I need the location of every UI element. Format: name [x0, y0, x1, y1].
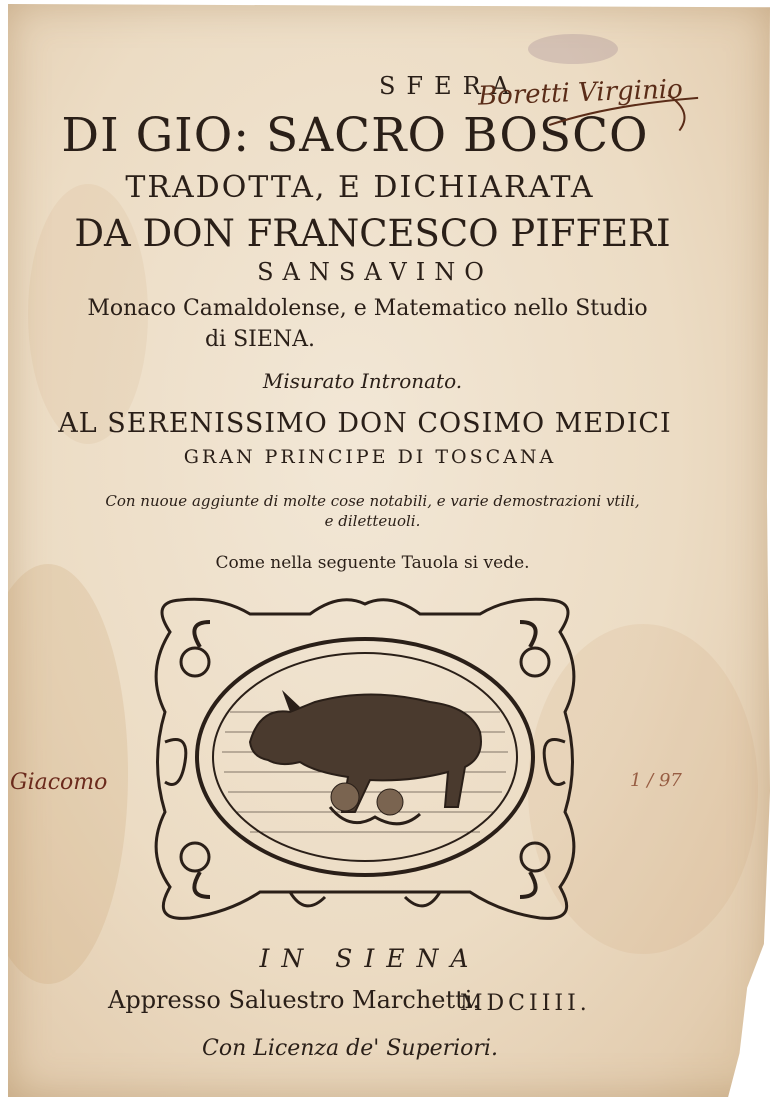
- title-misurato: Misurato Intronato.: [262, 369, 463, 393]
- ink-smudge: [528, 34, 618, 64]
- woodcut-printer-device: [140, 592, 590, 927]
- owner-signature: Boretti Virginio: [478, 74, 684, 111]
- title-sfera: SFERA: [378, 72, 520, 100]
- license-line: Con Licenza de' Superiori.: [202, 1036, 498, 1061]
- dedication: AL SERENISSIMO DON COSIMO MEDICI: [58, 408, 672, 439]
- subtitle-additions-2: e diletteuoli.: [324, 512, 421, 530]
- subtitle-additions: Con nuoue aggiunte di molte cose notabili, e varie demostrazioni vtili,: [105, 492, 640, 510]
- imprint-printer: Appresso Saluestro Marchetti.: [108, 986, 481, 1014]
- margin-note-right: 1 / 97: [630, 770, 682, 791]
- title-translated: TRADOTTA, E DICHIARATA: [125, 170, 595, 205]
- title-monaco: Monaco Camaldolense, e Matematico nello Studio: [87, 296, 648, 321]
- title-sansavino: SANSAVINO: [257, 258, 493, 286]
- title-translator: DA DON FRANCESCO PIFFERI: [74, 212, 671, 255]
- subtitle-table: Come nella seguente Tauola si vede.: [215, 553, 530, 573]
- title-author: DI GIO: SACRO BOSCO: [61, 108, 649, 163]
- margin-note-left: Giacomo: [10, 770, 108, 795]
- dedication-title: GRAN PRINCIPE DI TOSCANA: [183, 446, 557, 468]
- imprint-city: IN SIENA: [259, 944, 481, 973]
- imprint-date: MDCIIII.: [460, 991, 591, 1016]
- title-siena: di SIENA.: [204, 327, 316, 352]
- paper-page: [8, 4, 770, 1097]
- signature-flourish: [548, 92, 699, 137]
